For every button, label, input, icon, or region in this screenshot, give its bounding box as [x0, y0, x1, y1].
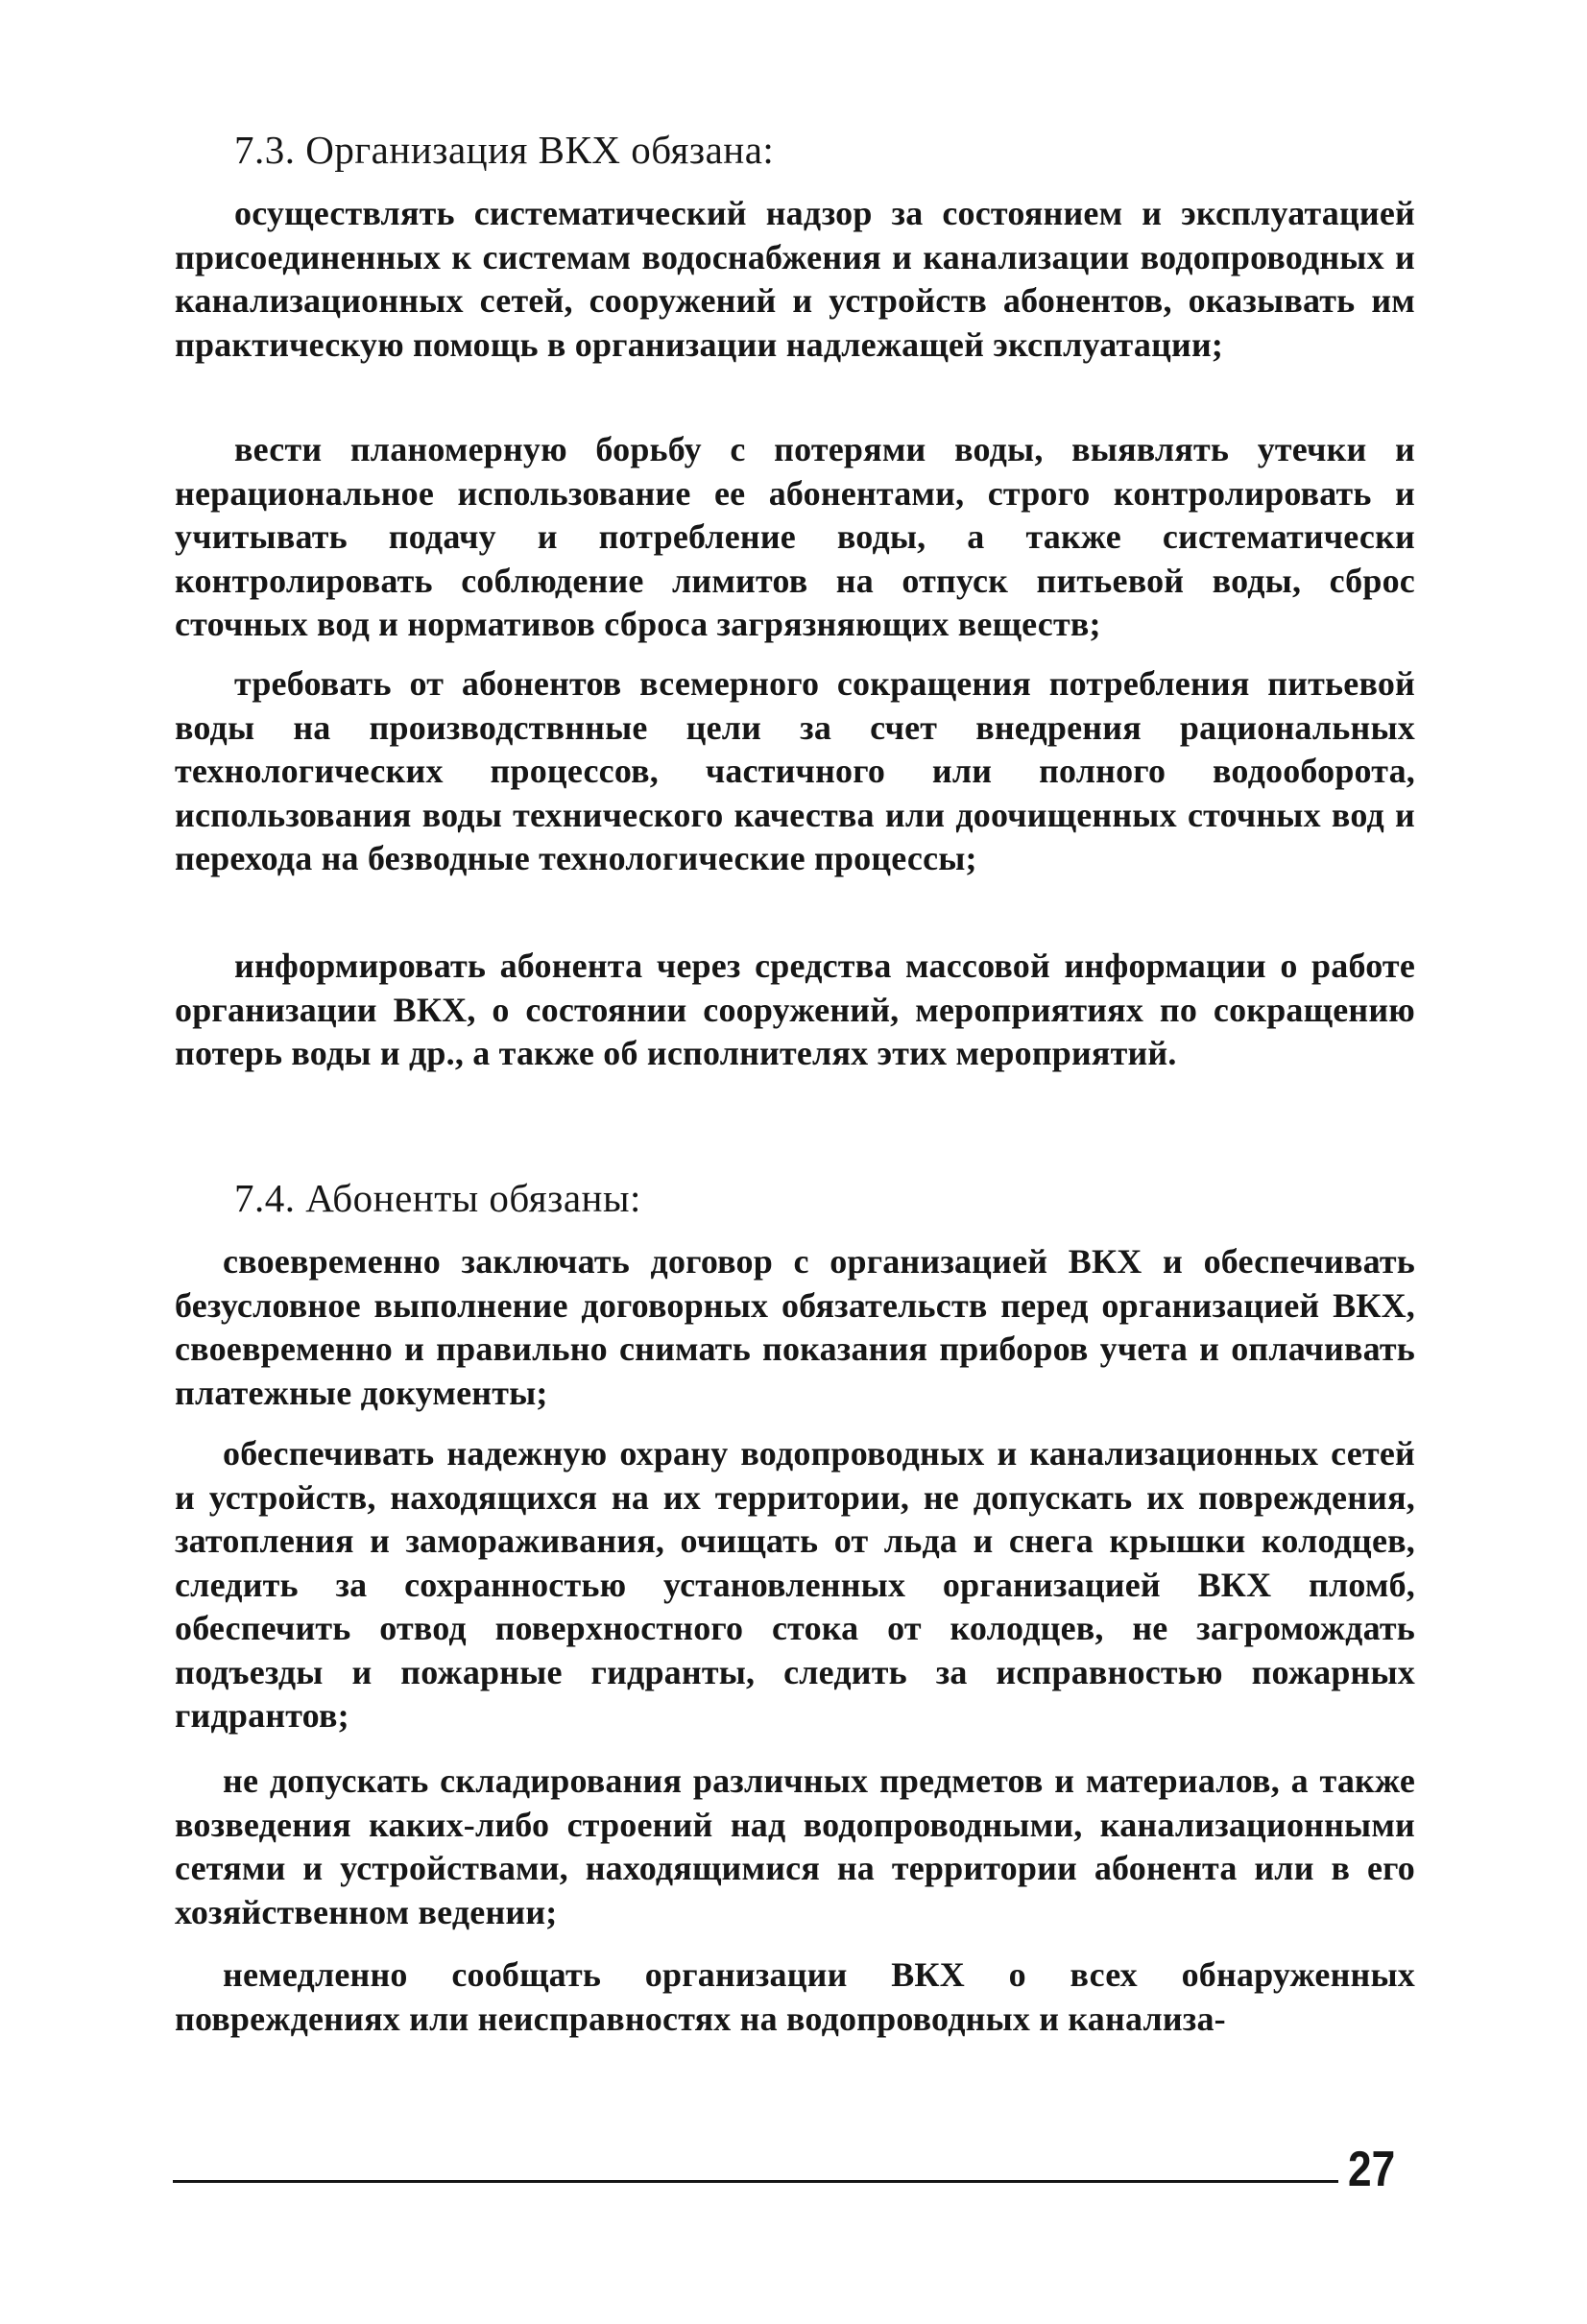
footer-rule: [173, 2180, 1338, 2183]
section-7-4-paragraph-2: обеспечивать надежную охрану водопроводных и канализационных сетей и устройств, находящихся на их территории, не допускать их повреждения, затопления и замораживания, очищать от льда и снега крышки колодцев, следить за сохранностью установленных организацией ВКХ пломб, обеспечить отвод поверхностного стока от колодцев, не загромождать подъезды и пожарные гидранты, следить за исправностью пожарных гидрантов;: [175, 1434, 1415, 1735]
section-7-4-paragraph-1: своевременно заключать договор с организацией ВКХ и обеспечивать безусловное выполнение договорных обязательств перед организацией ВКХ, своевременно и правильно снимать показания приборов учета и оплачивать платежные документы;: [175, 1242, 1415, 1412]
section-7-3-paragraph-1: осуществлять систематический надзор за состоянием и эксплуатацией присоединенных к системам водоснабжения и канализации водопроводных и канализационных сетей, сооружений и устройств абонентов, оказывать им практическую помощь в организации надлежащей эксплуатации;: [175, 194, 1415, 364]
section-7-4-heading: 7.4. Абоненты обязаны:: [234, 1176, 641, 1220]
section-7-4-paragraph-3: не допускать складирования различных предметов и материалов, а также возведения каких-либо строений над водопроводными, канализационными сетями и устройствами, находящимися на территории абонента или в его хозяйственном ведении;: [175, 1761, 1415, 1931]
section-7-3-heading: 7.3. Организация ВКХ обязана:: [234, 128, 775, 172]
page-number: 27: [1348, 2142, 1396, 2197]
section-7-3-paragraph-2: вести планомерную борьбу с потерями воды, выявлять утечки и нерациональное использование ее абонентами, строго контролировать и учитывать подачу и потребление воды, а также систематически контролировать соблюдение лимитов на отпуск питьевой воды, сброс сточных вод и нормативов сброса загрязняющих веществ;: [175, 430, 1415, 643]
section-7-3-paragraph-4: информировать абонента через средства массовой информации о работе организации ВКХ, о состоянии сооружений, мероприятиях по сокращению потерь воды и др., а также об исполнителях этих мероприятий.: [175, 946, 1415, 1072]
section-7-4-paragraph-4: немедленно сообщать организации ВКХ о всех обнаруженных повреждениях или неисправностях на водопроводных и канализа-: [175, 1955, 1415, 2038]
section-7-3-paragraph-3: требовать от абонентов всемерного сокращения потребления питьевой воды на производствнные цели за счет внедрения рациональных технологических процессов, частичного или полного водооборота, использования воды технического качества или доочищенных сточных вод и перехода на безводные технологические процессы;: [175, 664, 1415, 877]
